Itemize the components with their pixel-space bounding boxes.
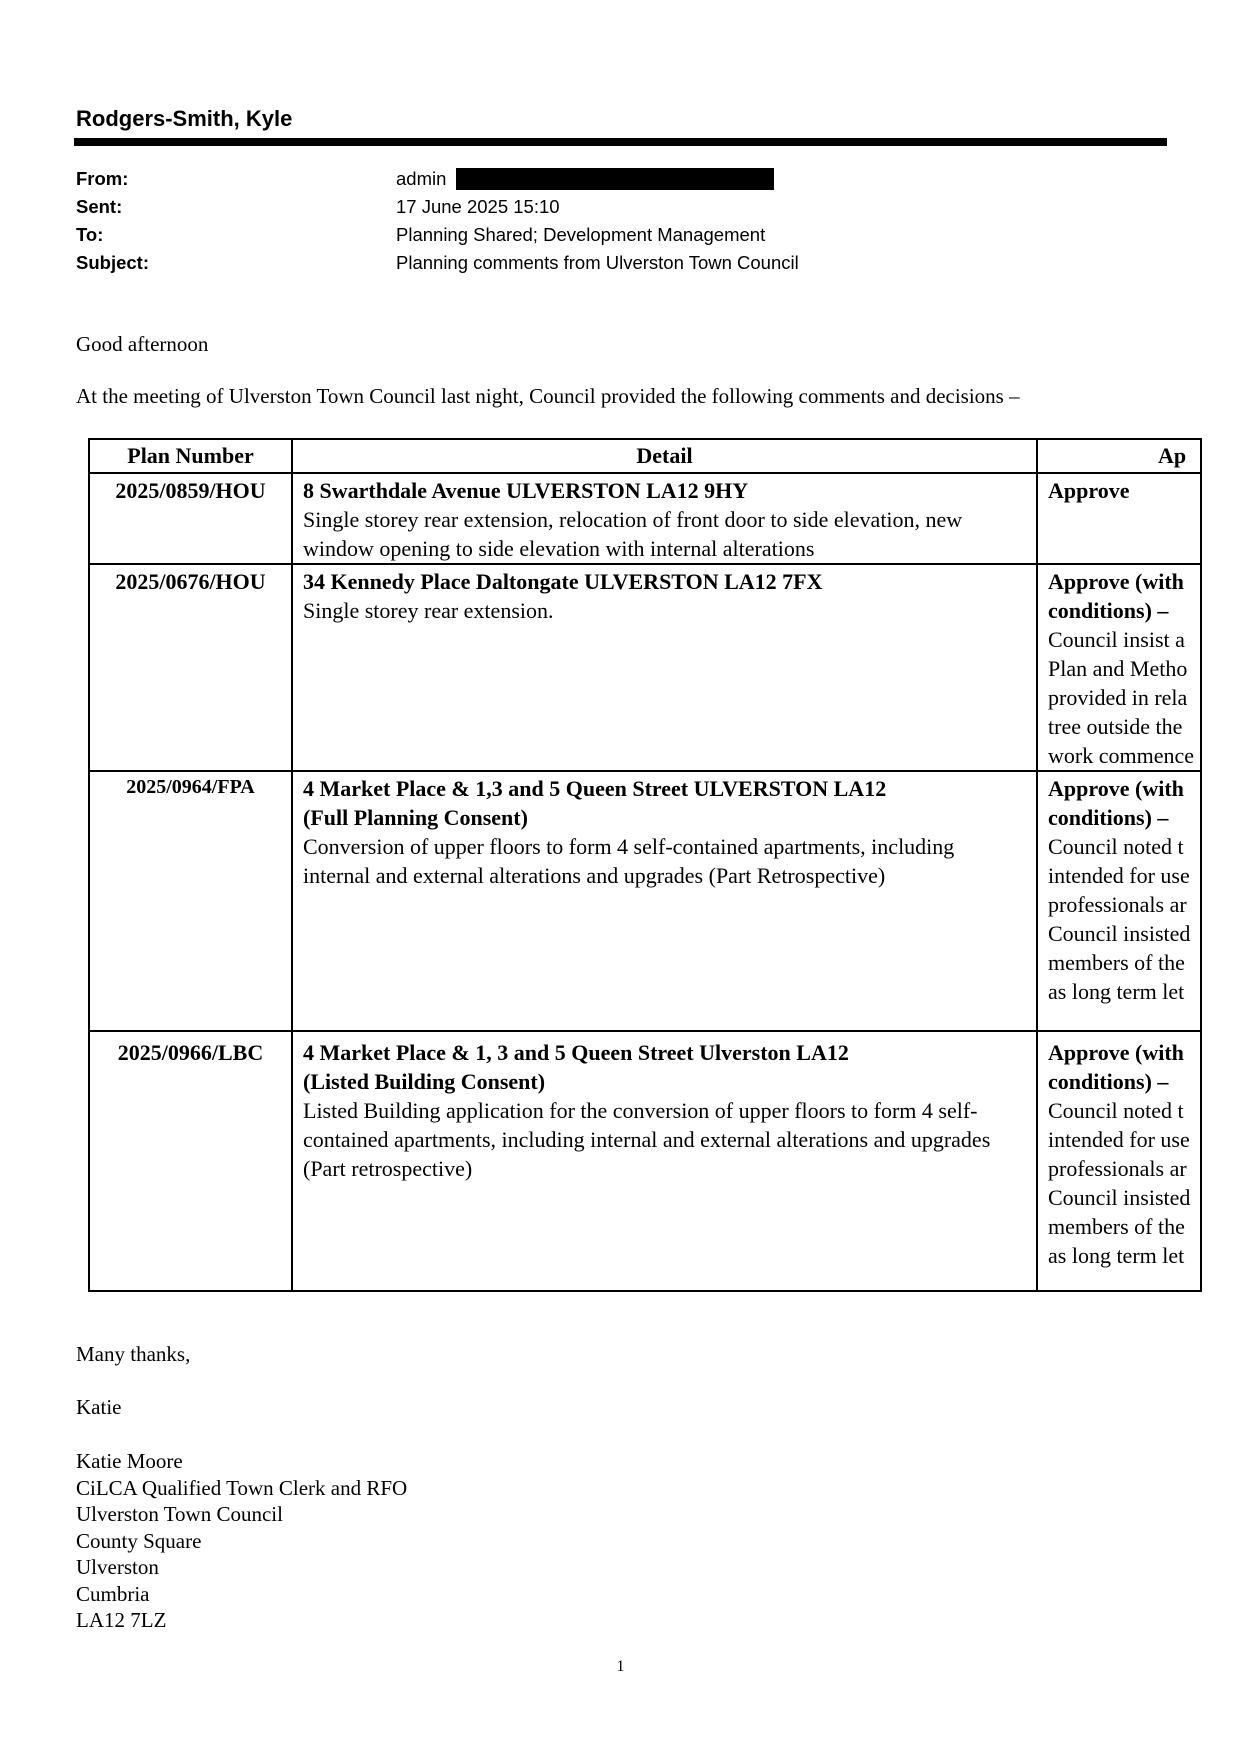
consent-type: (Full Planning Consent) [303,805,528,830]
signature-address-line: Cumbria [76,1581,150,1606]
table-header-row [89,439,1201,473]
decision-cell [1037,564,1201,771]
decision-line: tree outside the [1048,714,1183,739]
header-detail: Detail [292,439,1037,473]
detail-cell [292,1031,1037,1291]
sign-off-thanks: Many thanks, [76,1342,191,1366]
description: Listed Building application for the conversion of upper floors to form 4 self-contained apartments, including internal and external alterations and upgrades (Part retrospective) [303,1098,991,1181]
decision-line: intended for use [1048,863,1190,888]
decision-title: Approve (with conditions) – [1048,569,1184,623]
sent-label: Sent: [76,196,123,217]
decision-line: Council insisted [1048,921,1191,946]
recipient-name: Rodgers-Smith, Kyle [76,106,293,131]
sent-value: 17 June 2025 15:10 [396,196,560,217]
decision-line: Council noted t [1048,1098,1184,1123]
decision-line: work commence [1048,743,1194,768]
signature-address-line: County Square [76,1528,202,1553]
plan-number: 2025/0966/LBC [89,1031,292,1291]
decision-line: Plan and Metho [1048,656,1188,681]
detail-cell [292,564,1037,771]
table-row [89,771,1201,1031]
decision-line: Council insisted [1048,1185,1191,1210]
address: 4 Market Place & 1, 3 and 5 Queen Street Ulverston LA12 [303,1040,849,1065]
detail-cell [292,473,1037,564]
subject-label: Subject: [76,252,149,273]
description: Conversion of upper floors to form 4 self-contained apartments, including internal and external alterations and upgrades (Part Retrospective) [303,834,955,888]
decision-line: as long term let [1048,1243,1185,1268]
to-label: To: [76,224,104,245]
intro-paragraph: At the meeting of Ulverston Town Council last night, Council provided the following comments and decisions – [76,384,1020,408]
decision-line: members of the [1048,950,1185,975]
decision-line: members of the [1048,1214,1185,1239]
signature-postcode: LA12 7LZ [76,1608,167,1632]
description: Single storey rear extension. [303,598,554,623]
decision-line: intended for use [1048,1127,1190,1152]
decision-cell [1037,771,1201,1031]
decision-cell [1037,1031,1201,1291]
detail-cell [292,771,1037,1031]
address: 8 Swarthdale Avenue ULVERSTON LA12 9HY [303,478,749,503]
decision-line: professionals ar [1048,892,1187,917]
decision-line: Council noted t [1048,834,1184,859]
greeting: Good afternoon [76,332,209,356]
header-plan-number: Plan Number [89,439,292,473]
decision-line: as long term let [1048,979,1185,1004]
table-row [89,1031,1201,1291]
plan-number: 2025/0859/HOU [89,473,292,564]
decision-title: Approve (with conditions) – [1048,1040,1184,1094]
address: 34 Kennedy Place Daltongate ULVERSTON LA12 7FX [303,569,823,594]
plan-number: 2025/0676/HOU [89,564,292,771]
decision-title: Approve (with conditions) – [1048,776,1184,830]
to-value: Planning Shared; Development Management [396,224,766,245]
decision-title: Approve [1048,478,1130,503]
signature-address-line: Ulverston [76,1555,159,1579]
signature-title: CiLCA Qualified Town Clerk and RFO [76,1475,408,1500]
consent-type: (Listed Building Consent) [303,1069,546,1094]
address: 4 Market Place & 1,3 and 5 Queen Street ULVERSTON LA12 [303,776,887,801]
signature-name: Katie Moore [76,1449,183,1473]
decision-line: provided in rela [1048,685,1188,710]
sign-off-name: Katie [76,1395,122,1419]
plan-number: 2025/0964/FPA [89,771,292,1031]
from-label: From: [76,168,129,189]
header-decision: Ap [1037,439,1201,473]
from-address: admin [396,168,447,189]
table-row [89,564,1201,771]
signature-block [76,1448,407,1634]
decision-cell [1037,473,1201,564]
decision-line: Council insist a [1048,627,1185,652]
page-number: 1 [616,1658,625,1675]
description: Single storey rear extension, relocation of front door to side elevation, new window opening to side elevation with internal alterations [303,507,963,561]
subject-value: Planning comments from Ulverston Town Council [396,252,799,273]
table-row [89,473,1201,564]
plans-table [88,438,1202,1292]
signature-organisation: Ulverston Town Council [76,1502,283,1526]
decision-line: professionals ar [1048,1156,1187,1181]
